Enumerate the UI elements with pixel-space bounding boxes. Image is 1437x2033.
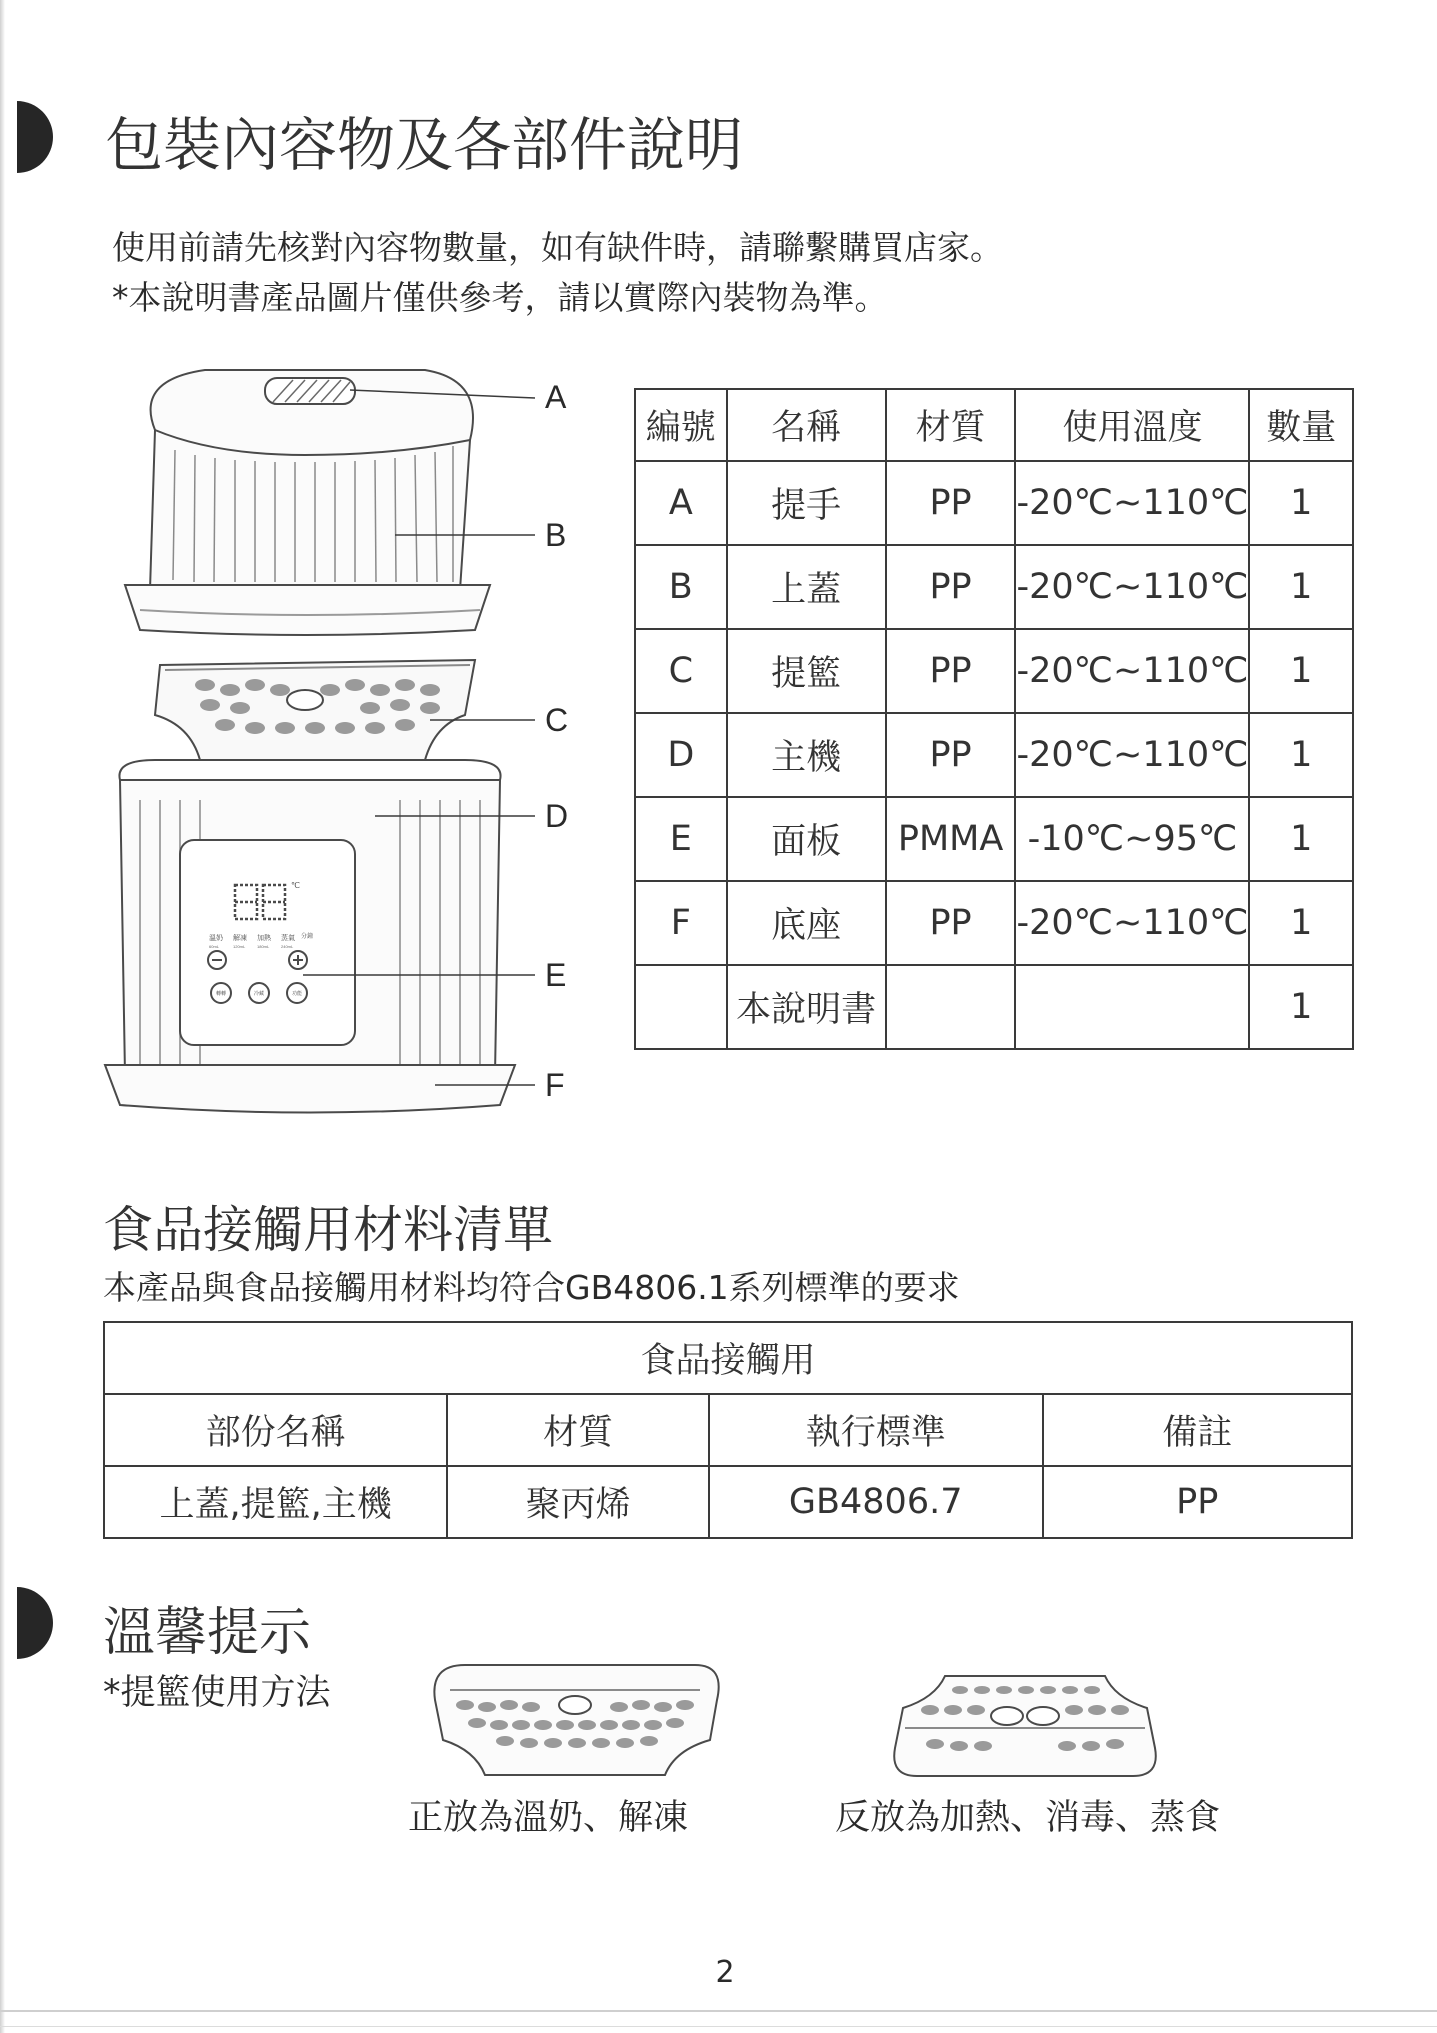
- mode-label-4: 蒸氣: [281, 935, 295, 942]
- cell-material: PP: [886, 881, 1016, 965]
- scan-edge-bottom: [0, 2010, 1437, 2027]
- callout-f: F: [545, 1067, 565, 1103]
- header-cell-remark: 備註: [1043, 1394, 1352, 1466]
- cell-quantity: 1: [1249, 461, 1353, 545]
- package-note-2: *本說明書產品圖片僅供參考，請以實際內裝物為準。: [112, 278, 888, 317]
- header-cell-number: 編號: [635, 389, 727, 461]
- cell-standard: GB4806.7: [709, 1466, 1043, 1538]
- tips-basket-label: *提籃使用方法: [103, 1673, 331, 1713]
- main-unit-illustration: [105, 760, 515, 1113]
- panel-button-2-label: 冷藏: [253, 991, 265, 997]
- cell-material: PMMA: [886, 797, 1016, 881]
- cell-number: F: [635, 881, 727, 965]
- cell-number: B: [635, 545, 727, 629]
- table-row: [635, 629, 1353, 713]
- header-cell-material: 材質: [447, 1394, 709, 1466]
- food-contact-table: [103, 1321, 1353, 1539]
- panel-button-1-label: 轉轉: [215, 991, 227, 997]
- mode-sub-label-3: 180mL: [257, 944, 270, 949]
- cell-number: A: [635, 461, 727, 545]
- cell-name: 提籃: [727, 629, 886, 713]
- product-exploded-diagram: [95, 360, 615, 1120]
- scan-edge-left: [0, 0, 5, 2033]
- header-cell-material: 材質: [886, 389, 1016, 461]
- section-bullet-tips: [17, 1587, 53, 1659]
- cell-name: 主機: [727, 713, 886, 797]
- mode-sub-label-4: 240mL: [281, 944, 294, 949]
- cell-name: 面板: [727, 797, 886, 881]
- food-table-caption-row: [104, 1322, 1352, 1394]
- mode-sub-label-2: 120mL: [233, 944, 246, 949]
- cell-number: E: [635, 797, 727, 881]
- callout-d: D: [545, 798, 569, 834]
- callout-b: B: [545, 517, 567, 553]
- header-cell-temperature: 使用溫度: [1015, 389, 1249, 461]
- cell-material: 聚丙烯: [447, 1466, 709, 1538]
- cell-material: PP: [886, 713, 1016, 797]
- cell-name: 提手: [727, 461, 886, 545]
- package-note-1: 使用前請先核對內容物數量，如有缺件時，請聯繫購買店家。: [112, 228, 1003, 267]
- table-row: [635, 545, 1353, 629]
- display-min-label: 分鐘: [301, 934, 314, 940]
- table-row: [635, 461, 1353, 545]
- table-row: [635, 713, 1353, 797]
- table-row: [635, 965, 1353, 1049]
- cell-temperature: -20℃~110℃: [1015, 713, 1249, 797]
- upright-caption: 正放為溫奶、解凍: [408, 1798, 689, 1838]
- cell-quantity: 1: [1249, 965, 1353, 1049]
- tips-section-title: 溫馨提示: [103, 1603, 312, 1663]
- page-number: 2: [715, 1955, 735, 1990]
- cell-number: C: [635, 629, 727, 713]
- cell-number: D: [635, 713, 727, 797]
- callout-c: C: [545, 702, 569, 738]
- panel-button-3-label: 功能: [291, 991, 303, 997]
- cell-material: PP: [886, 629, 1016, 713]
- cell-temperature: [1015, 965, 1249, 1049]
- basket-upright-illustration: [425, 1655, 725, 1785]
- callout-e: E: [545, 957, 567, 993]
- cell-number: [635, 965, 727, 1049]
- cell-quantity: 1: [1249, 545, 1353, 629]
- table-row: [635, 881, 1353, 965]
- table-row: [104, 1466, 1352, 1538]
- cell-quantity: 1: [1249, 797, 1353, 881]
- cell-name: 本說明書: [727, 965, 886, 1049]
- parts-table-header-row: [635, 389, 1353, 461]
- cell-material: PP: [886, 545, 1016, 629]
- cell-name: 底座: [727, 881, 886, 965]
- food-section-note: 本產品與食品接觸用材料均符合GB4806.1系列標準的要求: [103, 1268, 960, 1307]
- food-table-caption: 食品接觸用: [104, 1322, 1352, 1394]
- header-cell-quantity: 數量: [1249, 389, 1353, 461]
- cell-temperature: -10℃~95℃: [1015, 797, 1249, 881]
- cell-remark: PP: [1043, 1466, 1352, 1538]
- food-section-title: 食品接觸用材料清單: [103, 1201, 553, 1259]
- flipped-caption: 反放為加熱、消毒、蒸食: [835, 1798, 1221, 1838]
- cell-temperature: -20℃~110℃: [1015, 545, 1249, 629]
- mode-label-2: 解凍: [233, 935, 247, 942]
- cell-material: [886, 965, 1016, 1049]
- food-table-header-row: [104, 1394, 1352, 1466]
- package-section-title: 包裝內容物及各部件說明: [105, 111, 744, 179]
- cell-quantity: 1: [1249, 713, 1353, 797]
- mode-label-3: 加熱: [257, 935, 271, 942]
- header-cell-name: 名稱: [727, 389, 886, 461]
- table-row: [635, 797, 1353, 881]
- cell-part-name: 上蓋,提籃,主機: [104, 1466, 447, 1538]
- callout-a: A: [545, 379, 567, 415]
- cell-temperature: -20℃~110℃: [1015, 629, 1249, 713]
- cell-material: PP: [886, 461, 1016, 545]
- basket-illustration: [155, 660, 475, 760]
- header-cell-standard: 執行標準: [709, 1394, 1043, 1466]
- display-unit: ℃: [291, 881, 300, 890]
- basket-flipped-illustration: [885, 1668, 1165, 1788]
- cell-temperature: -20℃~110℃: [1015, 461, 1249, 545]
- lid-illustration: [125, 370, 490, 635]
- cell-temperature: -20℃~110℃: [1015, 881, 1249, 965]
- header-cell-part-name: 部份名稱: [104, 1394, 447, 1466]
- cell-quantity: 1: [1249, 881, 1353, 965]
- mode-sub-label-1: 60mL: [209, 944, 220, 949]
- mode-label-1: 溫奶: [209, 935, 223, 942]
- cell-quantity: 1: [1249, 629, 1353, 713]
- section-bullet-package: [17, 101, 53, 173]
- cell-name: 上蓋: [727, 545, 886, 629]
- parts-table: [634, 388, 1354, 1050]
